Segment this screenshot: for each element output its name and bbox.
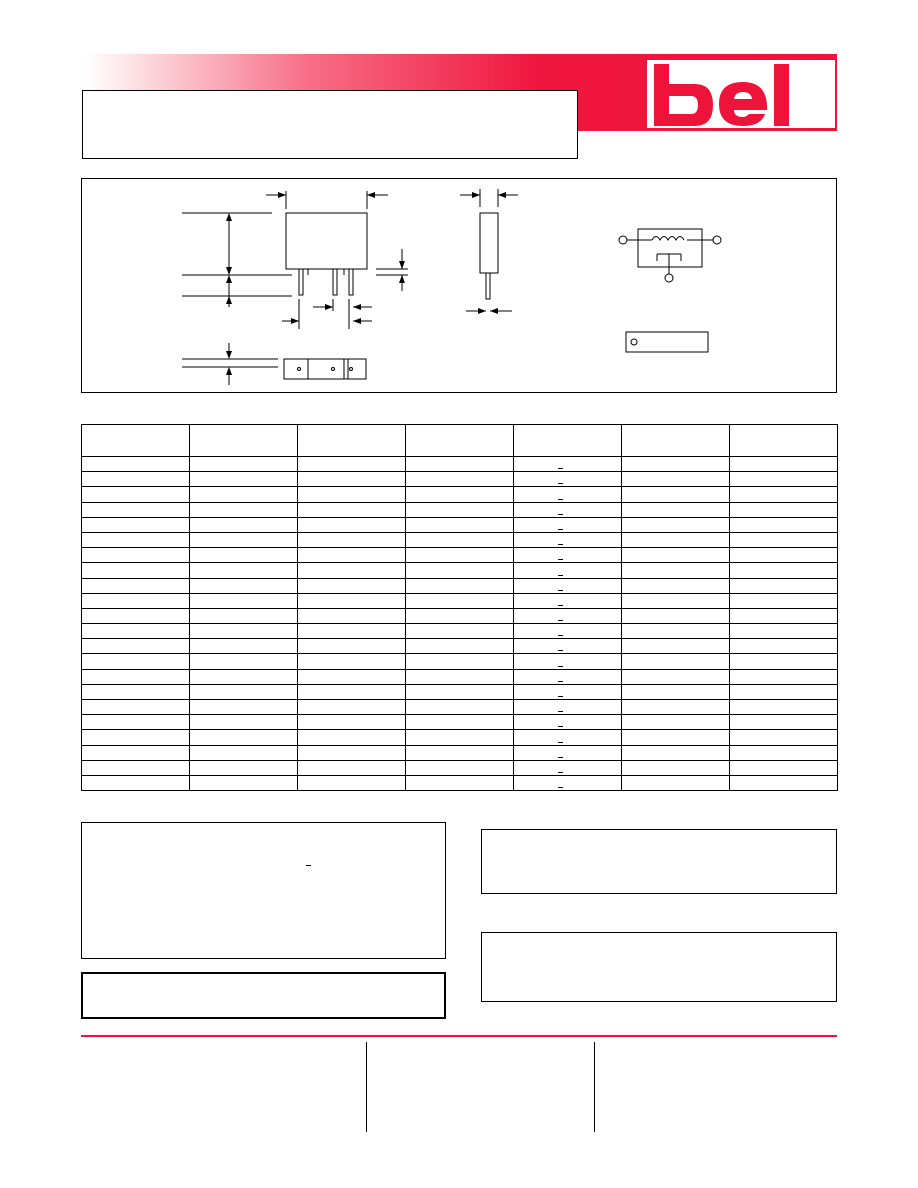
table-row — [82, 639, 838, 654]
table-cell — [622, 457, 730, 472]
table-cell — [622, 700, 730, 715]
plus-minus-mark — [558, 605, 563, 606]
table-row — [82, 457, 838, 472]
table-cell — [730, 684, 838, 699]
table-row — [82, 548, 838, 563]
table-row — [82, 775, 838, 790]
footer-divider — [594, 1042, 595, 1132]
plus-minus-mark — [558, 650, 563, 651]
table-cell — [82, 563, 190, 578]
plus-minus-mark — [558, 696, 563, 697]
table-cell — [82, 715, 190, 730]
table-cell — [190, 684, 298, 699]
table-cell — [190, 487, 298, 502]
marking-box — [626, 332, 708, 352]
table-header-row — [82, 425, 838, 457]
table-cell — [298, 684, 406, 699]
table-cell — [82, 654, 190, 669]
table-row — [82, 760, 838, 775]
table-cell — [622, 563, 730, 578]
table-row — [82, 624, 838, 639]
table-cell — [730, 502, 838, 517]
table-cell — [514, 624, 622, 639]
table-cell — [298, 578, 406, 593]
table-header-cell — [298, 425, 406, 457]
table-cell — [190, 715, 298, 730]
table-cell — [730, 472, 838, 487]
table-cell — [514, 669, 622, 684]
table-cell — [298, 472, 406, 487]
table-cell — [82, 502, 190, 517]
side-view-pin — [486, 273, 490, 299]
notes-text — [82, 823, 445, 839]
bold-notice-text — [83, 974, 444, 990]
table-header-cell — [514, 425, 622, 457]
table-cell — [298, 608, 406, 623]
table-cell — [298, 654, 406, 669]
plus-minus-mark — [558, 742, 563, 743]
table-cell — [298, 715, 406, 730]
table-cell — [190, 730, 298, 745]
table-cell — [82, 624, 190, 639]
table-cell — [406, 730, 514, 745]
table-cell — [514, 745, 622, 760]
table-cell — [298, 532, 406, 547]
table-cell — [190, 745, 298, 760]
table-cell — [190, 639, 298, 654]
table-cell — [622, 593, 730, 608]
table-cell — [622, 669, 730, 684]
plus-minus-mark — [306, 865, 311, 866]
table-cell — [298, 457, 406, 472]
table-cell — [622, 745, 730, 760]
table-cell — [298, 593, 406, 608]
table-cell — [622, 517, 730, 532]
table-header-cell — [82, 425, 190, 457]
table-cell — [406, 563, 514, 578]
table-row — [82, 593, 838, 608]
plus-minus-mark — [558, 726, 563, 727]
table-cell — [82, 472, 190, 487]
table-cell — [406, 715, 514, 730]
table-cell — [190, 654, 298, 669]
info-box-top — [481, 829, 837, 894]
title-box — [82, 90, 578, 159]
table-header-cell — [406, 425, 514, 457]
table-row — [82, 517, 838, 532]
table-cell — [406, 517, 514, 532]
table-cell — [622, 532, 730, 547]
table-cell — [298, 639, 406, 654]
table-row — [82, 578, 838, 593]
footer-divider — [366, 1042, 367, 1132]
info-box-top-text — [482, 830, 836, 846]
table-cell — [406, 760, 514, 775]
table-cell — [514, 639, 622, 654]
table-cell — [622, 548, 730, 563]
table-cell — [514, 684, 622, 699]
table-cell — [730, 517, 838, 532]
table-cell — [622, 715, 730, 730]
table-row — [82, 532, 838, 547]
table-cell — [406, 487, 514, 502]
table-cell — [82, 700, 190, 715]
table-cell — [622, 502, 730, 517]
notes-box — [81, 822, 446, 959]
table-cell — [190, 593, 298, 608]
plus-minus-mark — [558, 559, 563, 560]
table-cell — [298, 669, 406, 684]
table-cell — [514, 578, 622, 593]
table-cell — [622, 487, 730, 502]
table-cell — [406, 639, 514, 654]
table-cell — [82, 578, 190, 593]
table-cell — [298, 517, 406, 532]
table-cell — [514, 472, 622, 487]
table-cell — [514, 457, 622, 472]
table-cell — [730, 639, 838, 654]
table-cell — [514, 502, 622, 517]
table-row — [82, 684, 838, 699]
plus-minus-mark — [558, 666, 563, 667]
table-cell — [514, 593, 622, 608]
table-cell — [514, 775, 622, 790]
table-cell — [82, 775, 190, 790]
table-cell — [622, 775, 730, 790]
table-cell — [190, 532, 298, 547]
table-cell — [730, 624, 838, 639]
pin-3 — [349, 269, 353, 295]
table-header-cell — [730, 425, 838, 457]
table-cell — [622, 654, 730, 669]
table-cell — [514, 517, 622, 532]
table-cell — [406, 624, 514, 639]
table-cell — [298, 730, 406, 745]
table-cell — [298, 760, 406, 775]
table-cell — [190, 563, 298, 578]
info-box-bottom — [481, 932, 837, 1002]
table-cell — [190, 700, 298, 715]
table-row — [82, 715, 838, 730]
plus-minus-mark — [558, 590, 563, 591]
schematic-box — [638, 229, 702, 267]
table-cell — [730, 700, 838, 715]
table-cell — [514, 760, 622, 775]
plus-minus-mark — [558, 711, 563, 712]
table-cell — [406, 548, 514, 563]
mechanical-drawing-panel — [81, 178, 837, 393]
table-cell — [298, 700, 406, 715]
table-cell — [190, 472, 298, 487]
table-cell — [514, 700, 622, 715]
table-row — [82, 654, 838, 669]
table-cell — [730, 487, 838, 502]
table-cell — [82, 608, 190, 623]
table-cell — [82, 760, 190, 775]
table-cell — [730, 745, 838, 760]
table-cell — [82, 745, 190, 760]
table-cell — [190, 775, 298, 790]
pin-1 — [299, 269, 303, 295]
table-cell — [298, 775, 406, 790]
table-cell — [622, 624, 730, 639]
plus-minus-mark — [558, 529, 563, 530]
table-cell — [190, 548, 298, 563]
table-cell — [82, 684, 190, 699]
table-cell — [406, 608, 514, 623]
pin-2 — [333, 269, 337, 295]
table-cell — [514, 730, 622, 745]
table-cell — [406, 502, 514, 517]
table-cell — [406, 669, 514, 684]
table-cell — [514, 548, 622, 563]
table-cell — [82, 669, 190, 684]
table-cell — [82, 593, 190, 608]
table-cell — [190, 502, 298, 517]
table-cell — [730, 730, 838, 745]
table-cell — [730, 457, 838, 472]
side-view-body — [480, 213, 498, 273]
table-cell — [730, 715, 838, 730]
table-cell — [298, 745, 406, 760]
table-cell — [730, 608, 838, 623]
table-cell — [730, 532, 838, 547]
table-cell — [190, 578, 298, 593]
table-cell — [82, 517, 190, 532]
table-row — [82, 472, 838, 487]
plus-minus-mark — [558, 575, 563, 576]
table-cell — [82, 730, 190, 745]
table-cell — [730, 593, 838, 608]
table-cell — [82, 548, 190, 563]
table-cell — [622, 608, 730, 623]
footer-rule — [81, 1035, 837, 1037]
table-cell — [730, 563, 838, 578]
table-cell — [82, 532, 190, 547]
bel-logo — [647, 60, 835, 128]
table-cell — [406, 532, 514, 547]
table-cell — [406, 578, 514, 593]
table-cell — [190, 457, 298, 472]
plus-minus-mark — [558, 787, 563, 788]
table-cell — [730, 760, 838, 775]
table-cell — [190, 760, 298, 775]
plus-minus-mark — [558, 635, 563, 636]
spec-table — [81, 424, 838, 791]
table-cell — [622, 639, 730, 654]
table-cell — [622, 472, 730, 487]
table-row — [82, 700, 838, 715]
table-cell — [298, 563, 406, 578]
table-row — [82, 502, 838, 517]
table-cell — [730, 669, 838, 684]
table-cell — [298, 502, 406, 517]
table-header-cell — [190, 425, 298, 457]
table-cell — [730, 654, 838, 669]
table-cell — [406, 457, 514, 472]
table-header-cell — [622, 425, 730, 457]
table-cell — [622, 684, 730, 699]
table-cell — [622, 730, 730, 745]
bottom-view-body — [284, 359, 366, 379]
table-cell — [82, 487, 190, 502]
table-cell — [190, 517, 298, 532]
table-cell — [406, 700, 514, 715]
table-cell — [730, 548, 838, 563]
table-cell — [190, 669, 298, 684]
table-body — [82, 457, 838, 791]
table-cell — [514, 608, 622, 623]
info-box-bottom-text — [482, 933, 836, 949]
front-view-body — [286, 213, 367, 269]
table-cell — [514, 715, 622, 730]
plus-minus-mark — [558, 772, 563, 773]
table-cell — [406, 593, 514, 608]
table-row — [82, 669, 838, 684]
table-cell — [190, 624, 298, 639]
table-cell — [298, 548, 406, 563]
table-row — [82, 563, 838, 578]
plus-minus-mark — [558, 681, 563, 682]
table-cell — [82, 457, 190, 472]
table-cell — [190, 608, 298, 623]
plus-minus-mark — [558, 468, 563, 469]
table-cell — [514, 563, 622, 578]
table-cell — [622, 578, 730, 593]
plus-minus-mark — [558, 514, 563, 515]
table-cell — [730, 775, 838, 790]
table-cell — [82, 639, 190, 654]
plus-minus-mark — [558, 499, 563, 500]
table-row — [82, 608, 838, 623]
plus-minus-mark — [558, 757, 563, 758]
table-row — [82, 730, 838, 745]
plus-minus-mark — [558, 620, 563, 621]
plus-minus-mark — [558, 544, 563, 545]
plus-minus-mark — [558, 483, 563, 484]
table-cell — [622, 760, 730, 775]
table-cell — [406, 654, 514, 669]
table-row — [82, 487, 838, 502]
table-cell — [514, 487, 622, 502]
bold-notice-box — [81, 972, 446, 1019]
table-cell — [298, 487, 406, 502]
table-cell — [406, 775, 514, 790]
table-cell — [406, 472, 514, 487]
table-row — [82, 745, 838, 760]
table-cell — [730, 578, 838, 593]
table-cell — [406, 684, 514, 699]
table-cell — [514, 532, 622, 547]
table-cell — [514, 654, 622, 669]
table-cell — [406, 745, 514, 760]
table-cell — [298, 624, 406, 639]
